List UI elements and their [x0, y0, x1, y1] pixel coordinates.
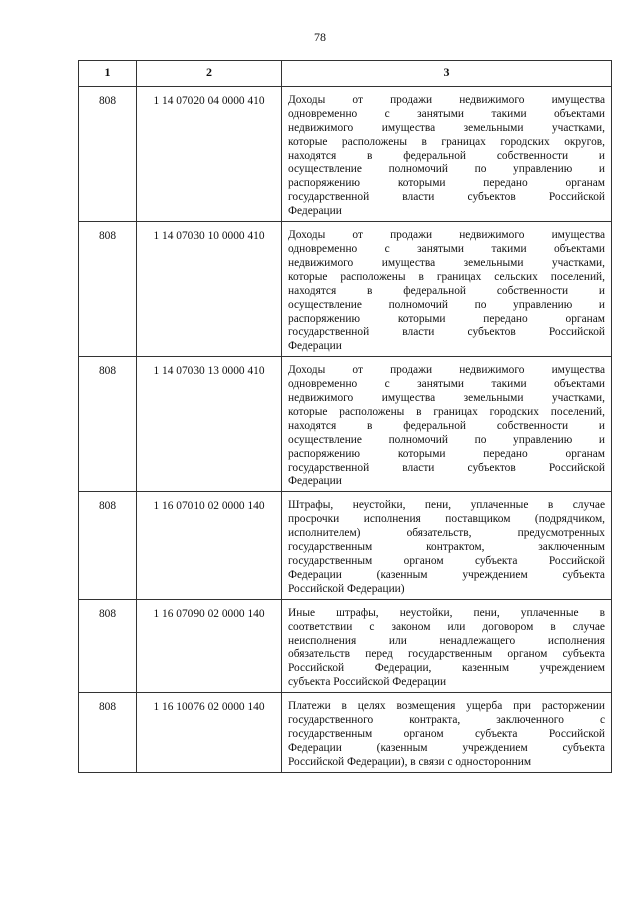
description-line: осуществление полномочий по управлению и: [288, 298, 605, 311]
description-line: находятся в федеральной собственности и: [288, 149, 605, 162]
table-body: [79, 86, 612, 772]
table-row: [79, 86, 612, 221]
description-line: Федерации: [288, 340, 342, 353]
admin-code-cell: 808: [79, 86, 137, 221]
description-line: распоряжению которыми передано органам: [288, 312, 605, 325]
description-line: просрочки исполнения поставщиком (подрядчиком,: [288, 513, 605, 526]
description-line: государственным органом субъекта Российской: [288, 727, 605, 740]
budget-classification-code-cell: 1 16 07090 02 0000 140: [137, 599, 282, 692]
column-header-1: 1: [79, 61, 137, 87]
description-line: распоряжению которыми передано органам: [288, 447, 605, 460]
table-row: [79, 222, 612, 357]
description-line: находятся в федеральной собственности и: [288, 419, 605, 432]
description-line: недвижимого имущества земельными участками,: [288, 121, 605, 134]
table-row: [79, 693, 612, 773]
admin-code-cell: 808: [79, 492, 137, 599]
description-line: исполнителем) обязательств, предусмотренных: [288, 527, 605, 540]
description-line: Иные штрафы, неустойки, пени, уплаченные в: [288, 606, 605, 619]
column-header-2: 2: [137, 61, 282, 87]
revenue-description-cell: [282, 492, 612, 599]
description-line: которые расположены в границах городских округов,: [288, 135, 605, 148]
revenue-description-cell: [282, 86, 612, 221]
description-line: распоряжению которыми передано органам: [288, 177, 605, 190]
description-line: Российской Федерации), в связи с односторонним: [288, 755, 532, 768]
description-line: осуществление полномочий по управлению и: [288, 163, 605, 176]
description-line: Платежи в целях возмещения ущерба при расторжении: [288, 700, 605, 713]
description-line: государственной власти субъектов Российской: [288, 461, 605, 474]
description-line: Доходы от продажи недвижимого имущества: [288, 93, 605, 106]
budget-classification-code-cell: 1 14 07030 13 0000 410: [137, 357, 282, 492]
page-number: 78: [314, 30, 326, 44]
description-line: соответствии с законом или договором в случае: [288, 620, 605, 633]
description-line: Федерации (казенным учреждением субъекта: [288, 741, 605, 754]
description-line: государственным органом субъекта Российской: [288, 555, 605, 567]
description-line: Российской Федерации, казенным учреждением: [288, 662, 605, 675]
description-line: неисполнения или ненадлежащего исполнения: [288, 634, 605, 647]
description-line: Федерации: [288, 205, 342, 218]
description-line: государственной власти субъектов Российской: [288, 326, 605, 339]
description-line: Федерации (казенным учреждением субъекта: [288, 568, 605, 581]
description-line: государственного контракта, заключенного с: [288, 714, 605, 727]
description-line: которые расположены в границах сельских поселений,: [288, 270, 605, 283]
revenue-description-cell: [282, 222, 612, 357]
description-line: недвижимого имущества земельными участками,: [288, 392, 605, 405]
column-header-3: 3: [282, 61, 612, 87]
description-line: находятся в федеральной собственности и: [288, 284, 605, 297]
description-line: одновременно с занятыми такими объектами: [288, 107, 605, 120]
description-line: субъекта Российской Федерации: [288, 676, 447, 689]
revenue-description-cell: [282, 599, 612, 692]
description-line: государственным контрактом, заключенным: [288, 541, 605, 554]
table-row: [79, 357, 612, 492]
description-line: обязательств перед государственным органом субъекта: [288, 648, 605, 661]
budget-classification-code-cell: 1 14 07030 10 0000 410: [137, 222, 282, 357]
description-line: государственной власти субъектов Российской: [288, 191, 605, 204]
description-line: одновременно с занятыми такими объектами: [288, 378, 605, 391]
description-line: осуществление полномочий по управлению и: [288, 433, 605, 446]
table-row: [79, 492, 612, 599]
admin-code-cell: 808: [79, 357, 137, 492]
revenue-description-cell: [282, 693, 612, 773]
description-line: Российской Федерации): [288, 582, 405, 595]
table-header-row: [79, 61, 612, 87]
description-line: Доходы от продажи недвижимого имущества: [288, 229, 605, 242]
revenue-description-cell: [282, 357, 612, 492]
description-line: недвижимого имущества земельными участками,: [288, 256, 605, 269]
admin-code-cell: 808: [79, 222, 137, 357]
description-line: Доходы от продажи недвижимого имущества: [288, 364, 605, 377]
description-line: одновременно с занятыми такими объектами: [288, 242, 605, 255]
admin-code-cell: 808: [79, 599, 137, 692]
description-line: которые расположены в границах городских поселений,: [288, 405, 605, 418]
description-line: Федерации: [288, 475, 342, 488]
budget-classification-code-cell: 1 14 07020 04 0000 410: [137, 86, 282, 221]
budget-classification-code-cell: 1 16 10076 02 0000 140: [137, 693, 282, 773]
table-row: [79, 599, 612, 692]
description-line: Штрафы, неустойки, пени, уплаченные в случае: [288, 499, 605, 512]
revenue-classification-table: [78, 60, 612, 773]
budget-classification-code-cell: 1 16 07010 02 0000 140: [137, 492, 282, 599]
admin-code-cell: 808: [79, 693, 137, 773]
